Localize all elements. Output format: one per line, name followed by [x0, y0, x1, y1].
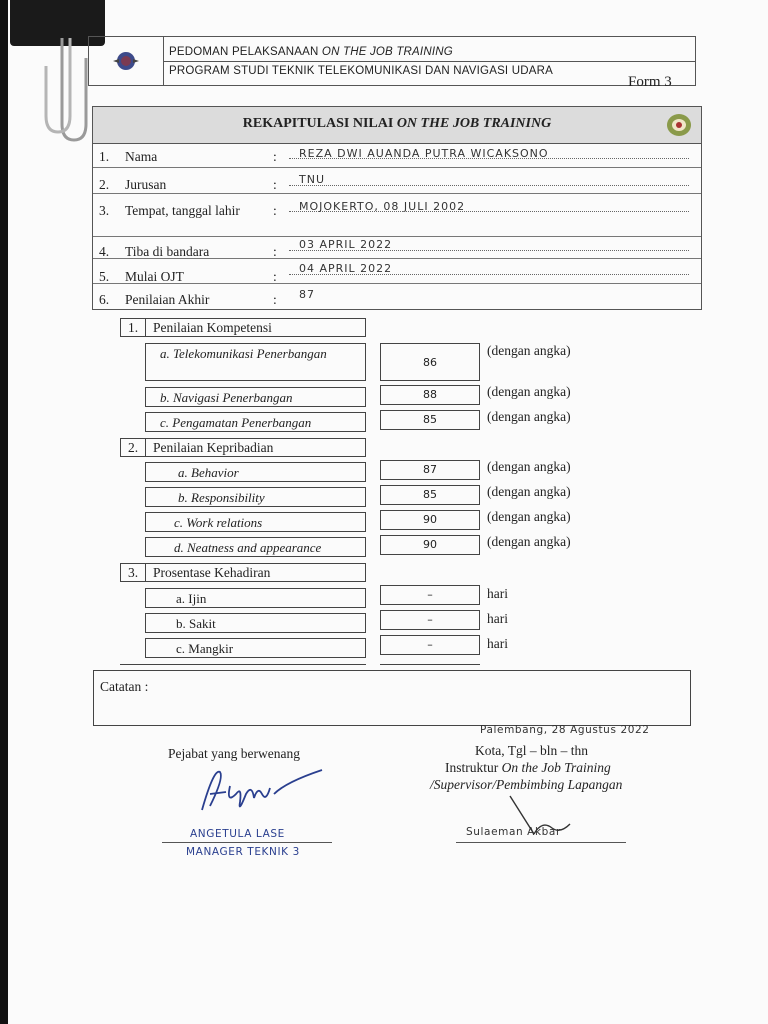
item-responsibility: b. Responsibility: [145, 487, 366, 507]
unit-pengamatan: (dengan angka): [487, 409, 571, 424]
unit-work-relations: (dengan angka): [487, 509, 571, 524]
score-telekomunikasi: 86: [380, 343, 480, 381]
unit-behavior: (dengan angka): [487, 459, 571, 474]
ttl-value: MOJOKERTO, 08 JULI 2002: [299, 200, 466, 213]
recap-box: REKAPITULASI NILAI ON THE JOB TRAINING 1. Nama : REZA DWI AUANDA PUTRA WICAKSONO 2. Jurusan : TNU 3. Tempat, tanggal lahir : MOJOKERTO, 08 JULI 2002 4. Tiba di bandara : 03 APRIL 2022 5. Mulai OJT : 04 APRIL 2022 6. Penilaian Akhir : 87: [92, 106, 702, 310]
item-navigasi: b. Navigasi Penerbangan: [145, 387, 366, 407]
place-date-handwritten: Palembang, 28 Agustus 2022: [480, 724, 650, 736]
score-pengamatan: 85: [380, 410, 480, 430]
section-kompetensi: 1. Penilaian Kompetensi: [120, 318, 366, 337]
item-pengamatan: c. Pengamatan Penerbangan: [145, 412, 366, 432]
item-mangkir: c. Mangkir: [145, 638, 366, 658]
item-work-relations: c. Work relations: [145, 512, 366, 532]
jurusan-value: TNU: [299, 173, 325, 186]
paperclip-icon: [40, 36, 90, 148]
score-sakit: –: [380, 610, 480, 630]
unit-responsibility: (dengan angka): [487, 484, 571, 499]
catatan-box: [93, 670, 691, 726]
score-behavior: 87: [380, 460, 480, 480]
binder-edge: [0, 0, 8, 1024]
item-telekomunikasi: a. Telekomunikasi Penerbangan: [145, 343, 366, 381]
document-header: [88, 36, 696, 86]
catatan-label: Catatan :: [100, 679, 149, 694]
recap-title-bar: [93, 107, 701, 144]
unit-mangkir: hari: [487, 636, 508, 651]
recap-title: REKAPITULASI NILAI ON THE JOB TRAINING: [242, 116, 552, 131]
item-ijin: a. Ijin: [145, 588, 366, 608]
unit-neatness: (dengan angka): [487, 534, 571, 549]
section-kehadiran: 3. Prosentase Kehadiran: [120, 563, 366, 582]
left-signer-role: Pejabat yang berwenang: [168, 746, 300, 761]
left-signer-name: ANGETULA LASE: [190, 828, 285, 840]
right-signer-name: Sulaeman Akbar: [466, 826, 561, 838]
mulai-value: 04 APRIL 2022: [299, 262, 393, 275]
left-signature-line: [162, 842, 332, 843]
unit-navigasi: (dengan angka): [487, 384, 571, 399]
emblem-icon: [665, 112, 693, 138]
nama-value: REZA DWI AUANDA PUTRA WICAKSONO: [299, 147, 549, 160]
score-work-relations: 90: [380, 510, 480, 530]
right-signer-role-2: /Supervisor/Pembimbing Lapangan: [430, 777, 623, 792]
score-mangkir: –: [380, 635, 480, 655]
unit-sakit: hari: [487, 611, 508, 626]
score-ijin: –: [380, 585, 480, 605]
section-kepribadian: 2. Penilaian Kepribadian: [120, 438, 366, 457]
item-behavior: a. Behavior: [145, 462, 366, 482]
logo-cell: [89, 37, 164, 85]
place-date-hint: Kota, Tgl – bln – thn: [475, 743, 588, 758]
right-signature-line: [456, 842, 626, 843]
item-sakit: b. Sakit: [145, 613, 366, 633]
tiba-value: 03 APRIL 2022: [299, 238, 393, 251]
header-line-1: PEDOMAN PELAKSANAAN ON THE JOB TRAINING: [169, 46, 453, 58]
divider: [120, 664, 366, 665]
header-line-2: PROGRAM STUDI TEKNIK TELEKOMUNIKASI DAN NAVIGASI UDARA: [169, 65, 553, 77]
score-responsibility: 85: [380, 485, 480, 505]
akhir-value: 87: [299, 288, 315, 301]
right-signer-role-1: Instruktur On the Job Training: [445, 760, 611, 775]
form-number: Form 3: [628, 74, 672, 90]
unit-ijin: hari: [487, 586, 508, 601]
left-signer-title: MANAGER TEKNIK 3: [186, 846, 300, 858]
score-navigasi: 88: [380, 385, 480, 405]
left-signature-mark: [196, 764, 326, 820]
institution-logo-icon: [89, 37, 163, 85]
divider: [380, 664, 480, 665]
score-neatness: 90: [380, 535, 480, 555]
item-neatness: d. Neatness and appearance: [145, 537, 366, 557]
unit-telekomunikasi: (dengan angka): [487, 343, 571, 358]
